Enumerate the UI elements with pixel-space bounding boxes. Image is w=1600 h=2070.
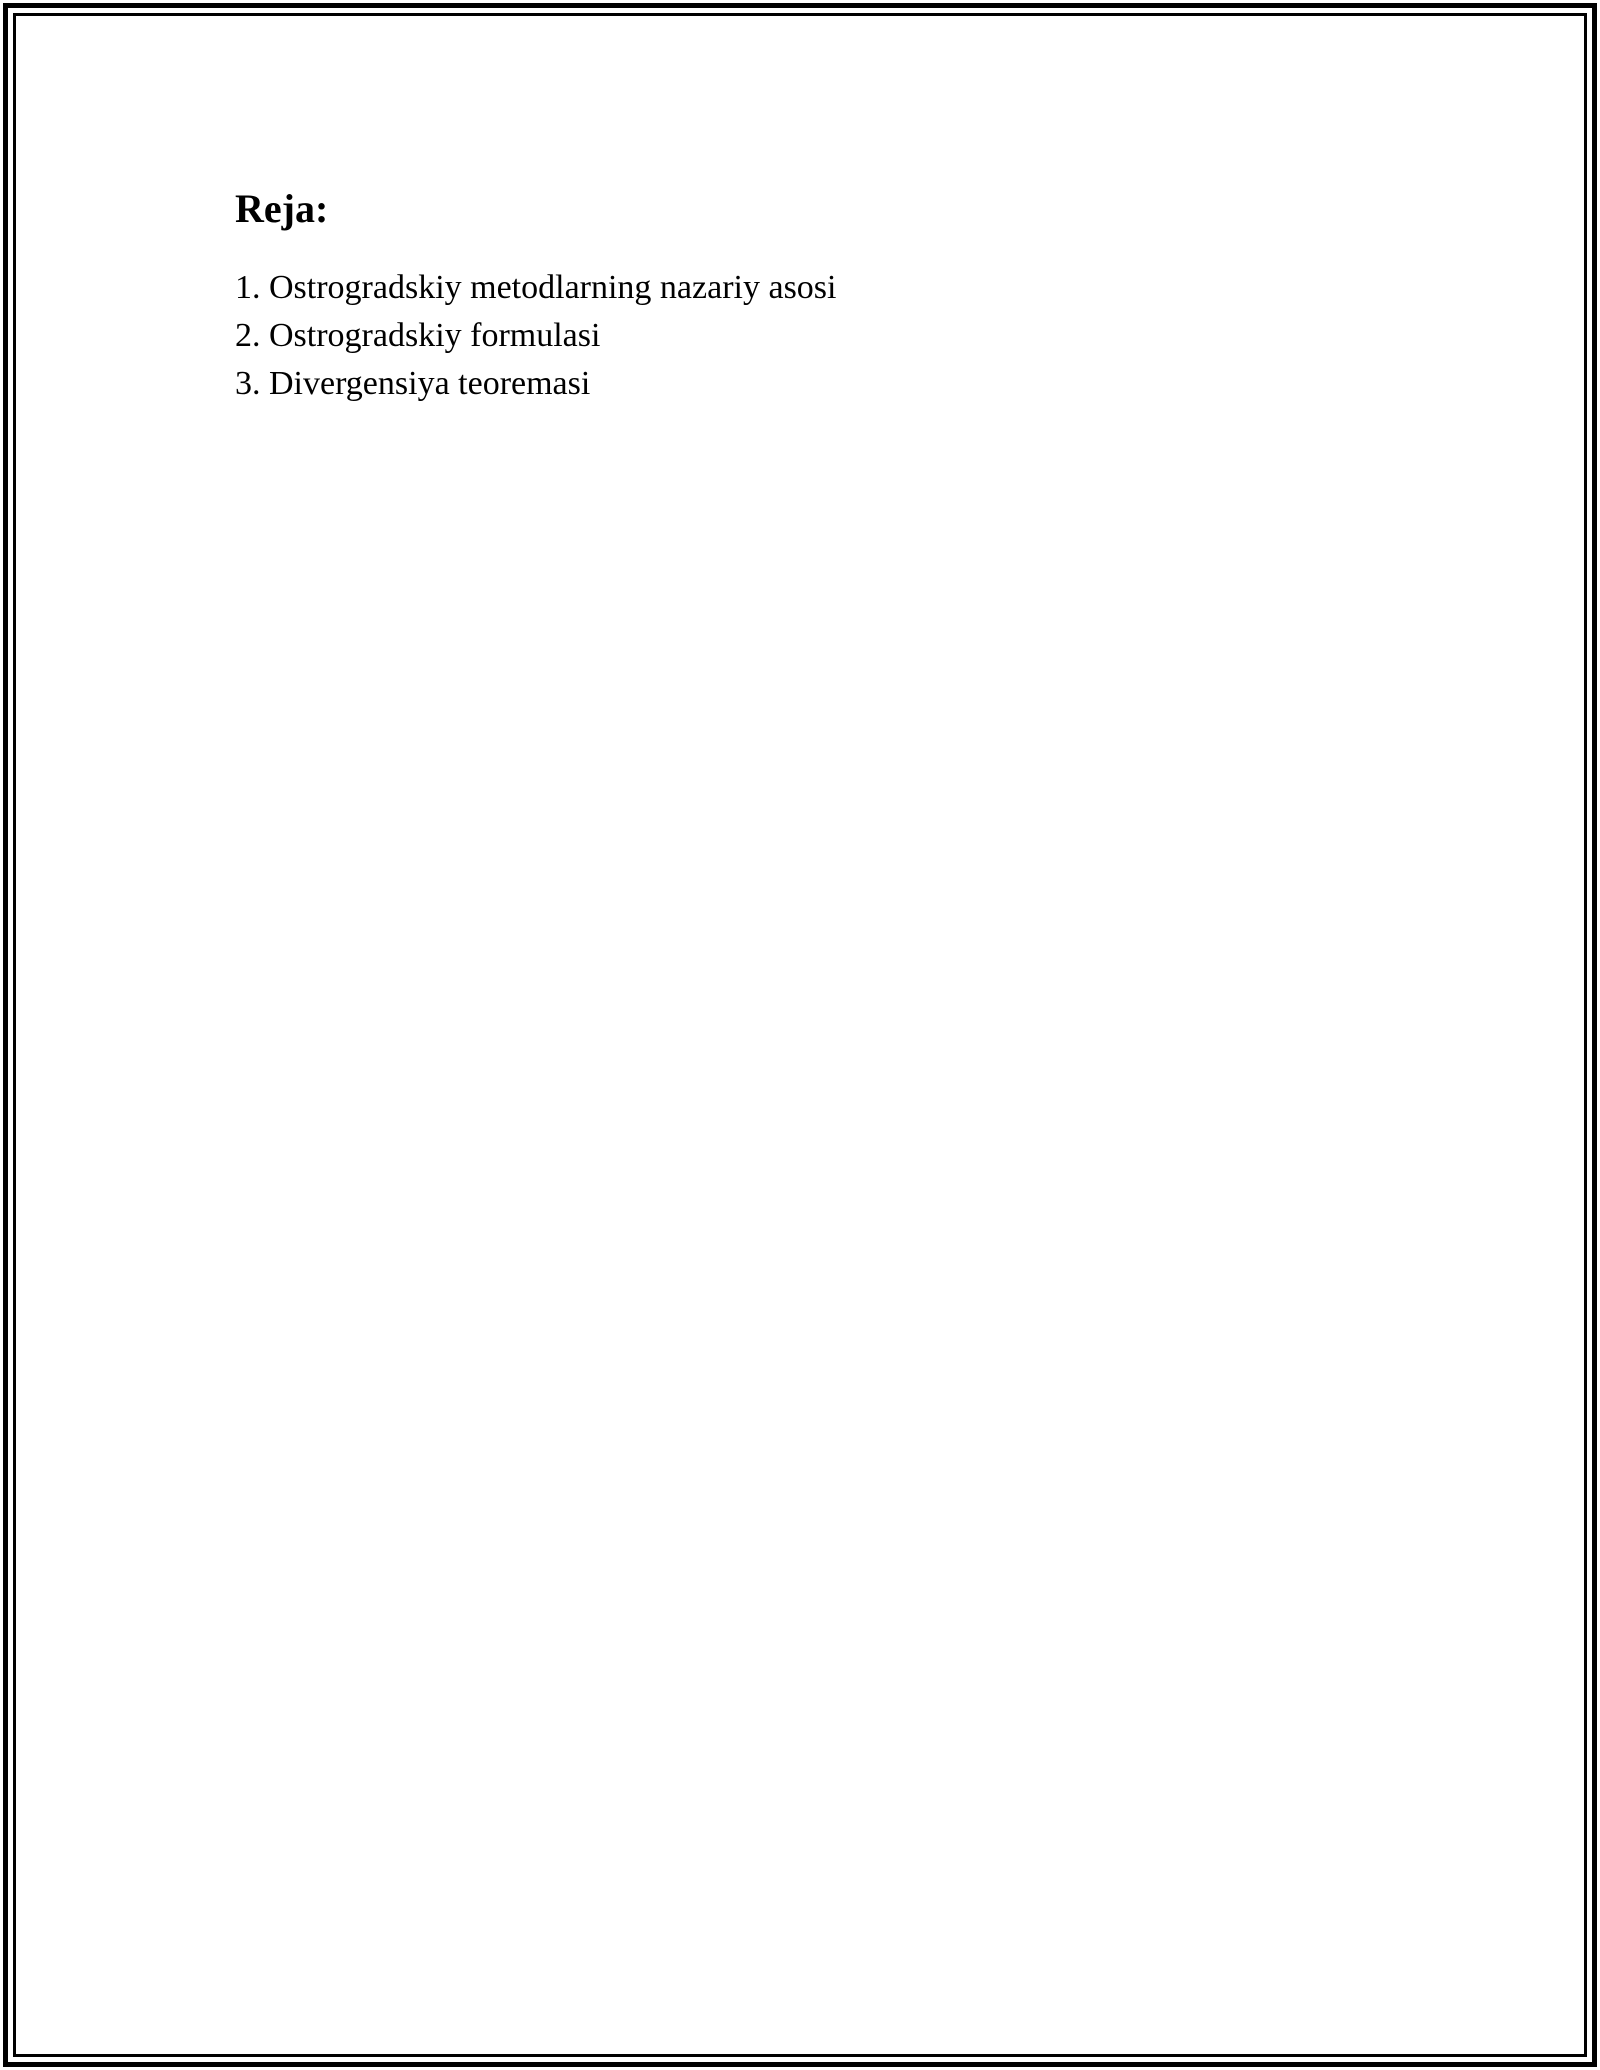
plan-item-3: 3. Divergensiya teoremasi xyxy=(235,365,591,402)
plan-list xyxy=(235,264,1435,408)
plan-item-2: 2. Ostrogradskiy formulasi xyxy=(235,317,601,354)
plan-item-1: 1. Ostrogradskiy metodlarning nazariy asosi xyxy=(235,269,837,306)
page-content xyxy=(235,186,1435,408)
plan-heading: Reja: xyxy=(235,186,329,231)
